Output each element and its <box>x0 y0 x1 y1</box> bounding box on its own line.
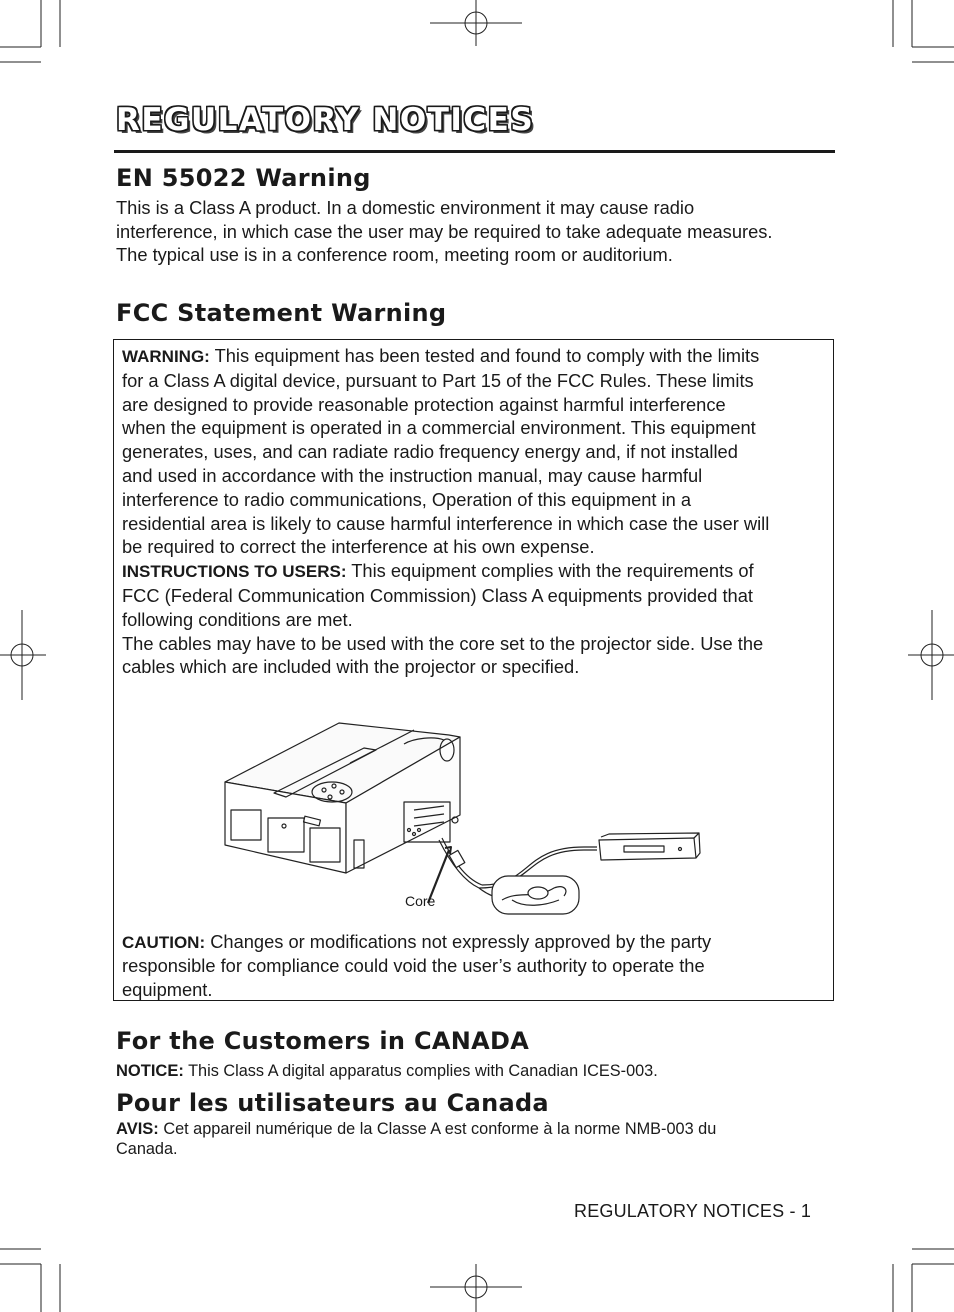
text-line: interference, in which case the user may be required to take adequate measures. <box>116 220 773 242</box>
fcc-heading: FCC Statement Warning <box>116 299 447 327</box>
text-line: generates, uses, and can radiate radio frequency energy and, if not installed <box>122 441 738 463</box>
text-line: equipment. <box>122 978 213 1000</box>
text-line: This is a Class A product. In a domestic environment it may cause radio <box>116 197 695 218</box>
text-line: residential area is likely to cause harmful interference in which case the user will <box>122 512 770 534</box>
notice-text: This Class A digital apparatus complies with Canadian ICES-003. <box>188 1062 658 1080</box>
text-line: following conditions are met. <box>122 608 353 630</box>
text-line: FCC (Federal Communication Commission) Class A equipments provided that <box>122 584 753 606</box>
canada-heading: For the Customers in CANADA <box>116 1027 530 1055</box>
text-line: The typical use is in a conference room, meeting room or auditorium. <box>116 244 673 266</box>
text-line: be required to correct the interference at his own expense. <box>122 536 595 558</box>
text-line: and used in accordance with the instruction manual, may cause harmful <box>122 464 703 486</box>
caution-label: CAUTION: <box>122 933 206 952</box>
canada-fr-heading: Pour les utilisateurs au Canada <box>116 1089 549 1117</box>
text-line: responsible for compliance could void the user’s authority to operate the <box>122 955 705 977</box>
title-rule <box>114 150 835 153</box>
projector-core-illustration <box>114 340 833 1000</box>
notice-label: NOTICE: <box>116 1062 184 1080</box>
avis-label: AVIS: <box>116 1120 159 1138</box>
text-line: Canada. <box>116 1140 178 1158</box>
text-line: Cet appareil numérique de la Classe A est conforme à la norme NMB-003 du <box>163 1120 717 1138</box>
core-label: Core <box>405 893 436 909</box>
text-line: are designed to provide reasonable protection against harmful interference <box>122 393 726 415</box>
instructions-label: INSTRUCTIONS TO USERS: <box>122 562 347 582</box>
text-line: interference to radio communications, Operation of this equipment in a <box>122 488 692 510</box>
text-line: when the equipment is operated in a commercial environment. This equipment <box>122 417 756 439</box>
page-title: REGULATORY NOTICES <box>116 102 535 138</box>
text-line: Changes or modifications not expressly approved by the party <box>210 931 712 952</box>
text-line: This equipment has been tested and found to comply with the limits <box>214 345 760 366</box>
text-line: This equipment complies with the requirements of <box>351 560 754 582</box>
fcc-statement-box <box>113 339 834 1001</box>
canada-notice <box>116 1061 816 1081</box>
en55022-paragraph <box>116 196 836 267</box>
text-line: The cables may have to be used with the core set to the projector side. Use the <box>122 632 764 654</box>
warning-label: WARNING: <box>122 347 210 366</box>
canada-fr-avis <box>116 1119 816 1159</box>
page-footer: REGULATORY NOTICES - 1 <box>574 1201 812 1221</box>
text-line: for a Class A digital device, pursuant to Part 15 of the FCC Rules. These limits <box>122 369 754 391</box>
caution-paragraph <box>122 930 834 1001</box>
en55022-heading: EN 55022 Warning <box>116 164 371 192</box>
text-line: cables which are included with the projector or specified. <box>122 656 580 678</box>
